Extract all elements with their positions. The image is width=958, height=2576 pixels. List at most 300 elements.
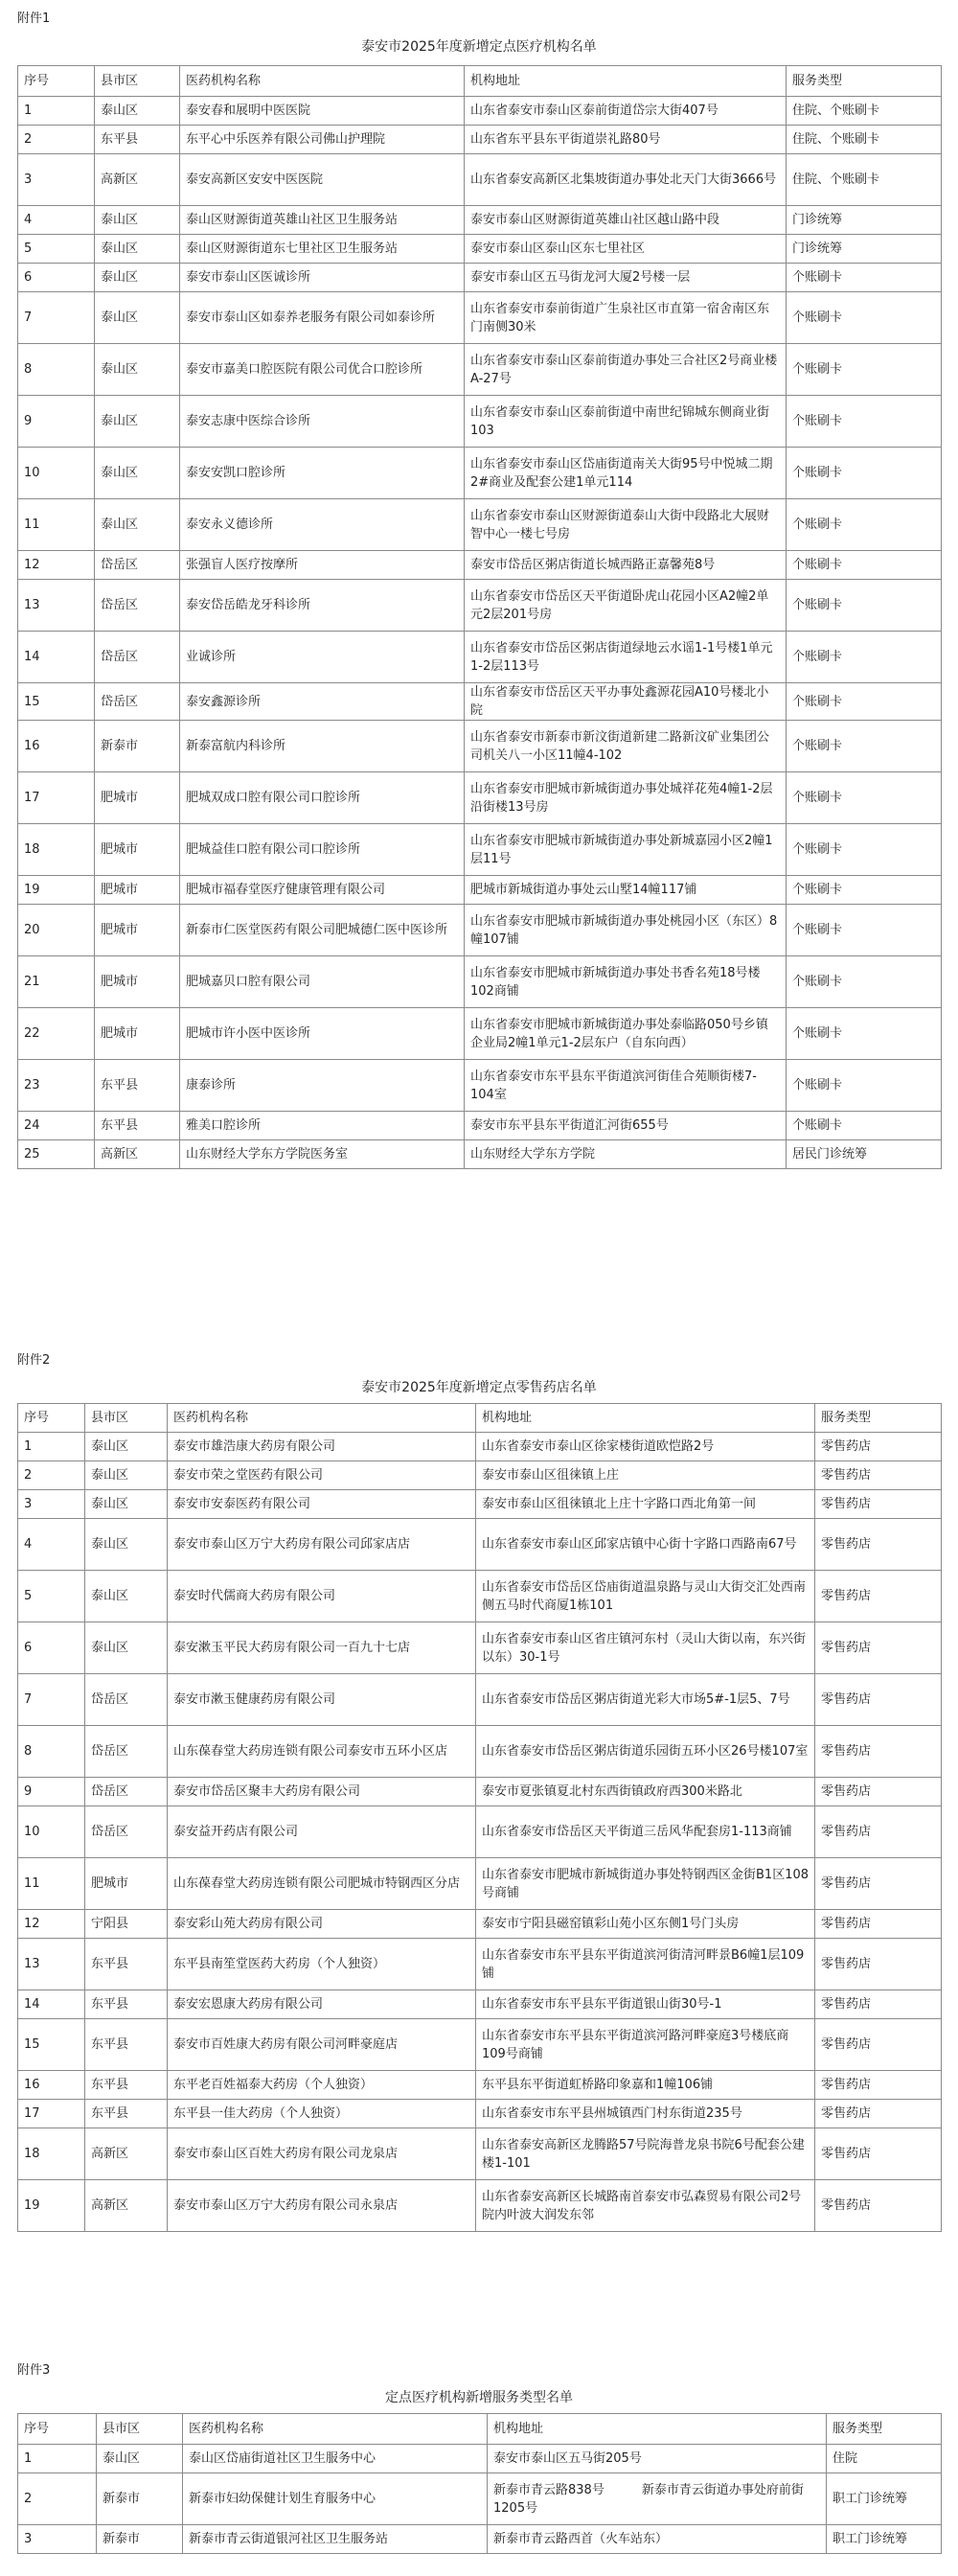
cell-address: 泰安市泰山区徂徕镇上庄 (476, 1461, 815, 1490)
column-header-service-type: 服务类型 (827, 2414, 942, 2445)
cell-institution-name: 康泰诊所 (180, 1060, 465, 1112)
cell-address: 泰安市夏张镇夏北村东西街镇政府西300米路北 (476, 1778, 815, 1806)
cell-address: 泰安市岱岳区粥店街道长城西路正嘉馨苑8号 (465, 551, 787, 580)
cell-institution-name: 山东财经大学东方学院医务室 (180, 1140, 465, 1169)
cell-institution-name: 泰安永义德诊所 (180, 499, 465, 551)
cell-district: 泰山区 (97, 2445, 183, 2473)
column-header-service-type: 服务类型 (787, 66, 942, 97)
cell-service-type: 零售药店 (815, 1726, 942, 1778)
cell-institution-name: 泰安彩山苑大药房有限公司 (168, 1910, 476, 1939)
cell-service-type: 个账刷卡 (787, 1008, 942, 1060)
cell-service-type: 个账刷卡 (787, 499, 942, 551)
cell-institution-name: 泰安市泰山区万宁大药房有限公司邱家店店 (168, 1519, 476, 1571)
cell-service-type: 个账刷卡 (787, 448, 942, 499)
table-row (18, 1519, 942, 1571)
cell-institution-name: 泰安宏恩康大药房有限公司 (168, 1990, 476, 2019)
cell-service-type: 住院、个账刷卡 (787, 97, 942, 126)
table-row (18, 97, 942, 126)
cell-service-type: 个账刷卡 (787, 551, 942, 580)
annex-3-title: 定点医疗机构新增服务类型名单 (385, 2390, 573, 2405)
cell-service-type: 个账刷卡 (787, 292, 942, 344)
cell-district: 肥城市 (95, 956, 180, 1008)
table-row (18, 824, 942, 876)
cell-service-type: 零售药店 (815, 1622, 942, 1674)
cell-address: 山东省泰安市东平县东平街道滨河路河畔豪庭3号楼底商109号商铺 (476, 2019, 815, 2071)
cell-seq: 15 (18, 2019, 85, 2071)
cell-address: 山东省泰安市新泰市新汶街道新建二路新汶矿业集团公司机关八一小区11幢4-102 (465, 721, 787, 772)
cell-address: 山东省泰安市泰山区泰前街道岱宗大街407号 (465, 97, 787, 126)
table-row (18, 1060, 942, 1112)
cell-district: 岱岳区 (95, 580, 180, 632)
table-row (18, 154, 942, 206)
cell-institution-name: 泰安市泰山区百姓大药房有限公司龙泉店 (168, 2128, 476, 2180)
table-row (18, 956, 942, 1008)
cell-seq: 13 (18, 1939, 85, 1990)
cell-seq: 6 (18, 1622, 85, 1674)
cell-address: 山东省泰安市东平县东平街道滨河街佳合苑顺街楼7-104室 (465, 1060, 787, 1112)
cell-institution-name: 泰安市泰山区医诚诊所 (180, 264, 465, 292)
table-row (18, 2100, 942, 2128)
cell-seq: 22 (18, 1008, 95, 1060)
cell-service-type: 零售药店 (815, 1461, 942, 1490)
cell-district: 岱岳区 (85, 1726, 168, 1778)
table-row (18, 292, 942, 344)
cell-district: 肥城市 (95, 1008, 180, 1060)
cell-district: 泰山区 (95, 292, 180, 344)
cell-district: 泰山区 (95, 235, 180, 264)
cell-service-type: 住院、个账刷卡 (787, 154, 942, 206)
cell-service-type: 零售药店 (815, 2071, 942, 2100)
cell-service-type: 零售药店 (815, 1571, 942, 1622)
cell-service-type: 零售药店 (815, 1433, 942, 1461)
column-header-service-type: 服务类型 (815, 1404, 942, 1433)
cell-seq: 18 (18, 824, 95, 876)
cell-institution-name: 泰安市百姓康大药房有限公司河畔豪庭店 (168, 2019, 476, 2071)
cell-district: 高新区 (95, 154, 180, 206)
cell-seq: 19 (18, 2180, 85, 2232)
cell-district: 泰山区 (95, 206, 180, 235)
column-header-district: 县市区 (95, 66, 180, 97)
cell-address: 山东省泰安市岱岳区天平街道卧虎山花园小区A2幢2单元2层201号房 (465, 580, 787, 632)
cell-service-type: 个账刷卡 (787, 721, 942, 772)
cell-seq: 1 (18, 97, 95, 126)
cell-address: 山东省泰安市泰山区邱家店镇中心街十字路口西路南67号 (476, 1519, 815, 1571)
cell-service-type: 零售药店 (815, 2180, 942, 2232)
cell-seq: 13 (18, 580, 95, 632)
cell-institution-name: 泰安市泰山区如泰养老服务有限公司如泰诊所 (180, 292, 465, 344)
table-row (18, 551, 942, 580)
table-row (18, 344, 942, 396)
cell-address: 泰安市泰山区泰山区东七里社区 (465, 235, 787, 264)
cell-district: 岱岳区 (85, 1806, 168, 1858)
cell-service-type: 个账刷卡 (787, 956, 942, 1008)
table-row (18, 264, 942, 292)
annex-1-label: 附件1 (17, 12, 51, 26)
cell-address: 山东省泰安高新区北集坡街道办事处北天门大街3666号 (465, 154, 787, 206)
table-row (18, 721, 942, 772)
cell-seq: 11 (18, 1858, 85, 1910)
column-header-address: 机构地址 (476, 1404, 815, 1433)
table-row (18, 1008, 942, 1060)
cell-seq: 12 (18, 1910, 85, 1939)
table-row (18, 2071, 942, 2100)
column-header-institution-name: 医药机构名称 (183, 2414, 488, 2445)
cell-institution-name: 泰安时代儒商大药房有限公司 (168, 1571, 476, 1622)
cell-service-type: 零售药店 (815, 1910, 942, 1939)
cell-seq: 17 (18, 2100, 85, 2128)
annex-2-table (17, 1403, 942, 2232)
cell-address: 山东省东平县东平街道崇礼路80号 (465, 126, 787, 154)
cell-district: 新泰市 (97, 2525, 183, 2554)
cell-seq: 9 (18, 1778, 85, 1806)
cell-seq: 18 (18, 2128, 85, 2180)
column-header-district: 县市区 (97, 2414, 183, 2445)
cell-district: 泰山区 (85, 1519, 168, 1571)
cell-service-type: 个账刷卡 (787, 824, 942, 876)
cell-institution-name: 泰山区财源街道英雄山社区卫生服务站 (180, 206, 465, 235)
cell-address: 山东省泰安市肥城市新城街道办事处桃园小区（东区）8幢107铺 (465, 905, 787, 956)
table-row (18, 499, 942, 551)
cell-district: 泰山区 (95, 97, 180, 126)
cell-seq: 19 (18, 876, 95, 905)
cell-service-type: 个账刷卡 (787, 1060, 942, 1112)
cell-service-type: 个账刷卡 (787, 580, 942, 632)
column-header-institution-name: 医药机构名称 (168, 1404, 476, 1433)
cell-district: 新泰市 (97, 2473, 183, 2525)
cell-institution-name: 泰安市漱玉健康药房有限公司 (168, 1674, 476, 1726)
table-row (18, 683, 942, 721)
table-row (18, 1112, 942, 1140)
cell-district: 高新区 (85, 2180, 168, 2232)
cell-service-type: 住院 (827, 2445, 942, 2473)
cell-institution-name: 泰安漱玉平民大药房有限公司一百九十七店 (168, 1622, 476, 1674)
cell-institution-name: 肥城市许小医中医诊所 (180, 1008, 465, 1060)
cell-seq: 3 (18, 154, 95, 206)
table-header-row (18, 66, 942, 97)
cell-seq: 2 (18, 126, 95, 154)
cell-service-type: 门诊统筹 (787, 235, 942, 264)
column-header-institution-name: 医药机构名称 (180, 66, 465, 97)
cell-service-type: 零售药店 (815, 1490, 942, 1519)
cell-address: 东平县东平街道虹桥路印象嘉和1幢106铺 (476, 2071, 815, 2100)
column-header-district: 县市区 (85, 1404, 168, 1433)
cell-seq: 14 (18, 632, 95, 683)
table-row (18, 1674, 942, 1726)
cell-service-type: 个账刷卡 (787, 632, 942, 683)
cell-seq: 15 (18, 683, 95, 721)
cell-district: 肥城市 (95, 824, 180, 876)
cell-seq: 10 (18, 1806, 85, 1858)
cell-service-type: 个账刷卡 (787, 264, 942, 292)
cell-service-type: 零售药店 (815, 1519, 942, 1571)
table-row (18, 1490, 942, 1519)
cell-service-type: 零售药店 (815, 1806, 942, 1858)
table-row (18, 2128, 942, 2180)
cell-service-type: 零售药店 (815, 2128, 942, 2180)
cell-service-type: 零售药店 (815, 1990, 942, 2019)
cell-address: 山东省泰安市泰前街道广生泉社区市直第一宿舍南区东门南侧30米 (465, 292, 787, 344)
cell-institution-name: 东平心中乐医养有限公司佛山护理院 (180, 126, 465, 154)
annex-2-title: 泰安市2025年度新增定点零售药店名单 (361, 1380, 597, 1395)
cell-seq: 7 (18, 1674, 85, 1726)
cell-seq: 20 (18, 905, 95, 956)
cell-district: 东平县 (95, 1060, 180, 1112)
cell-institution-name: 泰安志康中医综合诊所 (180, 396, 465, 448)
cell-seq: 25 (18, 1140, 95, 1169)
cell-seq: 3 (18, 1490, 85, 1519)
cell-institution-name: 泰山区财源街道东七里社区卫生服务站 (180, 235, 465, 264)
cell-address: 山东省泰安市岱岳区粥店街道绿地云水谣1-1号楼1单元1-2层113号 (465, 632, 787, 683)
cell-address: 山东省泰安市岱岳区岱庙街道温泉路与灵山大街交汇处西南侧五马时代商厦1栋101 (476, 1571, 815, 1622)
column-header-seq: 序号 (18, 1404, 85, 1433)
cell-address: 泰安市东平县东平街道汇河街655号 (465, 1112, 787, 1140)
column-header-seq: 序号 (18, 66, 95, 97)
cell-institution-name: 新泰市妇幼保健计划生育服务中心 (183, 2473, 488, 2525)
table-row (18, 126, 942, 154)
cell-service-type: 个账刷卡 (787, 876, 942, 905)
cell-seq: 14 (18, 1990, 85, 2019)
table-row (18, 1990, 942, 2019)
table-row (18, 2019, 942, 2071)
cell-institution-name: 泰安市泰山区万宁大药房有限公司永泉店 (168, 2180, 476, 2232)
cell-address: 山东省泰安市岱岳区粥店街道光彩大市场5#-1层5、7号 (476, 1674, 815, 1726)
cell-service-type: 零售药店 (815, 2100, 942, 2128)
cell-seq: 8 (18, 1726, 85, 1778)
cell-service-type: 零售药店 (815, 2019, 942, 2071)
cell-address: 山东省泰安市东平县东平街道银山街30号-1 (476, 1990, 815, 2019)
cell-institution-name: 肥城市福春堂医疗健康管理有限公司 (180, 876, 465, 905)
table-row (18, 1433, 942, 1461)
cell-institution-name: 业诚诊所 (180, 632, 465, 683)
cell-address: 新泰市青云路西首（火车站东） (488, 2525, 827, 2554)
cell-seq: 5 (18, 1571, 85, 1622)
cell-service-type: 个账刷卡 (787, 344, 942, 396)
cell-institution-name: 山东葆春堂大药房连锁有限公司肥城市特钢西区分店 (168, 1858, 476, 1910)
cell-address: 泰安市宁阳县磁窑镇彩山苑小区东侧1号门头房 (476, 1910, 815, 1939)
cell-district: 肥城市 (95, 905, 180, 956)
cell-district: 岱岳区 (95, 551, 180, 580)
cell-address: 山东省泰安市肥城市新城街道办事处新城嘉园小区2幢1层11号 (465, 824, 787, 876)
table-row (18, 1778, 942, 1806)
cell-service-type: 职工门诊统筹 (827, 2525, 942, 2554)
table-row (18, 1910, 942, 1939)
cell-service-type: 门诊统筹 (787, 206, 942, 235)
cell-district: 肥城市 (95, 876, 180, 905)
cell-seq: 1 (18, 2445, 97, 2473)
cell-institution-name: 山东葆春堂大药房连锁有限公司泰安市五环小区店 (168, 1726, 476, 1778)
cell-institution-name: 张强盲人医疗按摩所 (180, 551, 465, 580)
cell-service-type: 零售药店 (815, 1674, 942, 1726)
cell-address: 山东省泰安高新区长城路南首泰安市弘森贸易有限公司2号院内叶波大润发东邻 (476, 2180, 815, 2232)
table-row (18, 876, 942, 905)
table-row (18, 1939, 942, 1990)
table-row (18, 235, 942, 264)
table-row (18, 772, 942, 824)
cell-address: 山东财经大学东方学院 (465, 1140, 787, 1169)
cell-district: 岱岳区 (95, 632, 180, 683)
cell-seq: 4 (18, 206, 95, 235)
cell-service-type: 个账刷卡 (787, 905, 942, 956)
cell-service-type: 住院、个账刷卡 (787, 126, 942, 154)
cell-address: 泰安市泰山区五马街205号 (488, 2445, 827, 2473)
cell-seq: 11 (18, 499, 95, 551)
cell-institution-name: 泰安春和展明中医医院 (180, 97, 465, 126)
table-row (18, 905, 942, 956)
cell-district: 泰山区 (95, 448, 180, 499)
annex-1-title: 泰安市2025年度新增定点医疗机构名单 (361, 39, 597, 55)
cell-seq: 16 (18, 2071, 85, 2100)
cell-seq: 1 (18, 1433, 85, 1461)
cell-address: 山东省泰安市泰山区财源街道泰山大街中段路北大展财智中心一楼七号房 (465, 499, 787, 551)
cell-address: 山东省泰安市肥城市新城街道办事处泰临路050号乡镇企业局2幢1单元1-2层东户（自东向西） (465, 1008, 787, 1060)
cell-address: 肥城市新城街道办事处云山墅14幢117铺 (465, 876, 787, 905)
table-row (18, 2473, 942, 2525)
table-row (18, 206, 942, 235)
cell-district: 东平县 (85, 2019, 168, 2071)
cell-institution-name: 泰安市雄浩康大药房有限公司 (168, 1433, 476, 1461)
table-row (18, 2525, 942, 2554)
table-row (18, 580, 942, 632)
annex-1-table (17, 65, 942, 1169)
cell-institution-name: 泰安市岱岳区聚丰大药房有限公司 (168, 1778, 476, 1806)
cell-address: 山东省泰安市东平县州城镇西门村东街道235号 (476, 2100, 815, 2128)
cell-seq: 6 (18, 264, 95, 292)
cell-institution-name: 泰安岱岳皓龙牙科诊所 (180, 580, 465, 632)
cell-seq: 16 (18, 721, 95, 772)
cell-service-type: 零售药店 (815, 1939, 942, 1990)
cell-institution-name: 泰安市荣之堂医药有限公司 (168, 1461, 476, 1490)
table-row (18, 1858, 942, 1910)
cell-service-type: 零售药店 (815, 1778, 942, 1806)
cell-district: 泰山区 (95, 499, 180, 551)
cell-seq: 2 (18, 2473, 97, 2525)
cell-address: 山东省泰安市泰山区泰前街道办事处三合社区2号商业楼A-27号 (465, 344, 787, 396)
cell-institution-name: 东平老百姓福泰大药房（个人独资） (168, 2071, 476, 2100)
cell-address: 山东省泰安市泰山区省庄镇河东村（灵山大街以南，东兴街以东）30-1号 (476, 1622, 815, 1674)
cell-address: 山东省泰安市肥城市新城街道办事处特钢西区金街B1区108号商铺 (476, 1858, 815, 1910)
cell-district: 岱岳区 (85, 1778, 168, 1806)
cell-seq: 7 (18, 292, 95, 344)
cell-district: 泰山区 (85, 1461, 168, 1490)
cell-district: 新泰市 (95, 721, 180, 772)
cell-district: 泰山区 (95, 396, 180, 448)
cell-service-type: 个账刷卡 (787, 1112, 942, 1140)
table-row (18, 2445, 942, 2473)
cell-district: 肥城市 (95, 772, 180, 824)
cell-district: 泰山区 (95, 344, 180, 396)
cell-institution-name: 新泰富航内科诊所 (180, 721, 465, 772)
cell-district: 东平县 (95, 126, 180, 154)
cell-district: 东平县 (85, 1939, 168, 1990)
cell-institution-name: 新泰市青云街道银河社区卫生服务站 (183, 2525, 488, 2554)
table-row (18, 1806, 942, 1858)
cell-service-type: 个账刷卡 (787, 683, 942, 721)
cell-institution-name: 泰安高新区安安中医医院 (180, 154, 465, 206)
cell-seq: 12 (18, 551, 95, 580)
annex-2-label: 附件2 (17, 1353, 51, 1368)
table-row (18, 632, 942, 683)
cell-seq: 17 (18, 772, 95, 824)
cell-district: 泰山区 (85, 1571, 168, 1622)
cell-institution-name: 泰安益开药店有限公司 (168, 1806, 476, 1858)
cell-seq: 8 (18, 344, 95, 396)
cell-institution-name: 泰安市安泰医药有限公司 (168, 1490, 476, 1519)
cell-service-type: 个账刷卡 (787, 396, 942, 448)
cell-institution-name: 肥城双成口腔有限公司口腔诊所 (180, 772, 465, 824)
cell-institution-name: 肥城益佳口腔有限公司口腔诊所 (180, 824, 465, 876)
table-row (18, 448, 942, 499)
column-header-address: 机构地址 (488, 2414, 827, 2445)
cell-district: 东平县 (85, 1990, 168, 2019)
cell-address: 山东省泰安市泰山区徐家楼街道欧恺路2号 (476, 1433, 815, 1461)
table-row (18, 1571, 942, 1622)
cell-address: 山东省泰安市肥城市新城街道办事处书香名苑18号楼102商铺 (465, 956, 787, 1008)
cell-institution-name: 泰山区岱庙街道社区卫生服务中心 (183, 2445, 488, 2473)
cell-seq: 5 (18, 235, 95, 264)
cell-address: 山东省泰安市肥城市新城街道办事处城祥花苑4幢1-2层沿街楼13号房 (465, 772, 787, 824)
cell-service-type: 职工门诊统筹 (827, 2473, 942, 2525)
cell-institution-name: 泰安安凯口腔诊所 (180, 448, 465, 499)
cell-institution-name: 肥城嘉贝口腔有限公司 (180, 956, 465, 1008)
annex-3-label: 附件3 (17, 2363, 51, 2378)
cell-district: 宁阳县 (85, 1910, 168, 1939)
cell-address: 山东省泰安市岱岳区粥店街道乐园街五环小区26号楼107室 (476, 1726, 815, 1778)
cell-service-type: 居民门诊统筹 (787, 1140, 942, 1169)
cell-institution-name: 东平县南笙堂医药大药房（个人独资） (168, 1939, 476, 1990)
cell-seq: 4 (18, 1519, 85, 1571)
cell-district: 岱岳区 (85, 1674, 168, 1726)
cell-address: 泰安市泰山区财源街道英雄山社区越山路中段 (465, 206, 787, 235)
cell-district: 泰山区 (85, 1433, 168, 1461)
cell-address: 山东省泰安市东平县东平街道滨河街清河畔景B6幢1层109铺 (476, 1939, 815, 1990)
cell-address: 泰安市泰山区五马街龙河大厦2号楼一层 (465, 264, 787, 292)
cell-district: 东平县 (85, 2071, 168, 2100)
table-header-row (18, 2414, 942, 2445)
cell-service-type: 个账刷卡 (787, 772, 942, 824)
cell-address: 山东省泰安市泰山区岱庙街道南关大街95号中悦城二期2#商业及配套公建1单元114 (465, 448, 787, 499)
cell-seq: 23 (18, 1060, 95, 1112)
cell-district: 泰山区 (85, 1622, 168, 1674)
cell-district: 东平县 (85, 2100, 168, 2128)
cell-address: 泰安市泰山区徂徕镇北上庄十字路口西北角第一间 (476, 1490, 815, 1519)
table-row (18, 1622, 942, 1674)
cell-district: 高新区 (85, 2128, 168, 2180)
cell-district: 泰山区 (85, 1490, 168, 1519)
cell-seq: 2 (18, 1461, 85, 1490)
table-row (18, 1461, 942, 1490)
table-header-row (18, 1404, 942, 1433)
table-row (18, 396, 942, 448)
cell-district: 东平县 (95, 1112, 180, 1140)
cell-seq: 21 (18, 956, 95, 1008)
cell-institution-name: 东平县一佳大药房（个人独资） (168, 2100, 476, 2128)
cell-district: 岱岳区 (95, 683, 180, 721)
cell-seq: 10 (18, 448, 95, 499)
cell-address: 山东省泰安市岱岳区天平办事处鑫源花园A10号楼北小院 (465, 683, 787, 721)
table-row (18, 1726, 942, 1778)
cell-institution-name: 泰安鑫源诊所 (180, 683, 465, 721)
cell-address: 山东省泰安高新区龙腾路57号院海普龙泉书院6号配套公建楼1-101 (476, 2128, 815, 2180)
table-row (18, 1140, 942, 1169)
cell-address: 山东省泰安市泰山区泰前街道中南世纪锦城东侧商业街103 (465, 396, 787, 448)
cell-address: 新泰市青云路838号 新泰市青云街道办事处府前街1205号 (488, 2473, 827, 2525)
cell-seq: 9 (18, 396, 95, 448)
cell-service-type: 零售药店 (815, 1858, 942, 1910)
annex-3-table (17, 2413, 942, 2554)
cell-district: 肥城市 (85, 1858, 168, 1910)
cell-institution-name: 新泰市仁医堂医药有限公司肥城德仁医中医诊所 (180, 905, 465, 956)
cell-district: 高新区 (95, 1140, 180, 1169)
